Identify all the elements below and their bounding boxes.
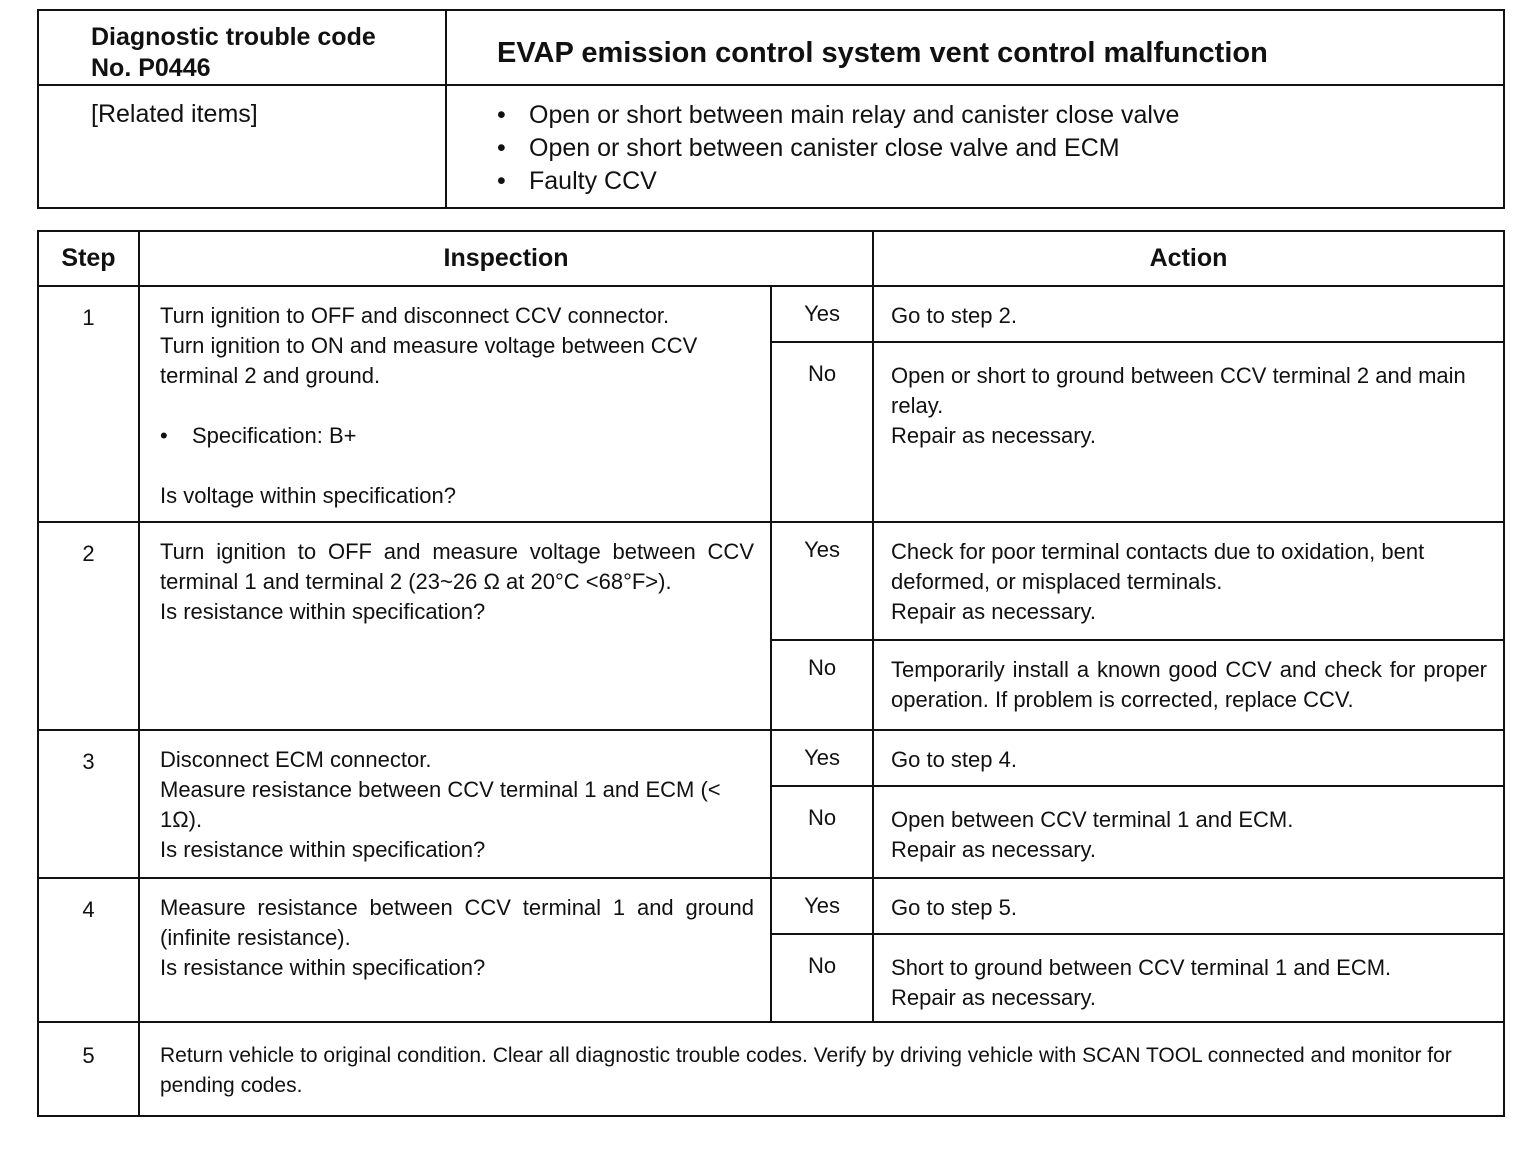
no-action — [873, 934, 1504, 1022]
no-action — [873, 640, 1504, 730]
inspection-text — [139, 522, 771, 730]
dtc-code-label-line1: Diagnostic trouble code — [91, 23, 376, 51]
inspection-line: Disconnect ECM connector. — [160, 747, 432, 772]
table-row — [38, 878, 1504, 934]
step-number: 3 — [38, 730, 139, 878]
table-header-row — [38, 231, 1504, 286]
yes-action — [873, 286, 1504, 342]
no-action — [873, 786, 1504, 878]
yes-label: Yes — [771, 878, 873, 934]
no-label: No — [771, 934, 873, 1022]
action-line: Repair as necessary. — [891, 599, 1097, 624]
spec-bullet — [160, 421, 754, 451]
inspection-line: Measure resistance between CCV terminal 1 and ECM (< 1Ω). — [160, 777, 721, 832]
inspection-line: Turn ignition to OFF and measure voltage between CCV terminal 1 and terminal 2 (23~26 Ω at 20°C <68°F>). — [160, 539, 754, 594]
action-line: Open or short to ground between CCV terminal 2 and main relay. — [891, 363, 1466, 418]
dtc-header-table — [37, 9, 1505, 209]
inspection-line: Turn ignition to ON and measure voltage between CCV terminal 2 and ground. — [160, 333, 698, 388]
yes-label: Yes — [771, 522, 873, 640]
yes-label: Yes — [771, 286, 873, 342]
inspection-line: Measure resistance between CCV terminal 1 and ground (infinite resistance). — [160, 895, 754, 950]
inspection-line: Turn ignition to OFF and disconnect CCV connector. — [160, 303, 670, 328]
table-row — [38, 522, 1504, 640]
related-item: • Open or short between canister close valve and ECM — [497, 132, 1483, 165]
table-row — [38, 286, 1504, 342]
action-line: Open between CCV terminal 1 and ECM. — [891, 807, 1294, 832]
yes-action — [873, 878, 1504, 934]
inspection-question: Is resistance within specification? — [160, 837, 486, 862]
yes-action — [873, 730, 1504, 786]
col-inspection-header: Inspection — [139, 231, 873, 286]
action-line: Repair as necessary. — [891, 423, 1097, 448]
no-action — [873, 342, 1504, 522]
final-step-text: Return vehicle to original condition. Clear all diagnostic trouble codes. Verify by driving vehicle with SCAN TOOL connected and monitor for pending codes. — [139, 1022, 1504, 1116]
related-item: • Open or short between main relay and canister close valve — [497, 99, 1483, 132]
dtc-code-label — [38, 10, 446, 85]
related-items-list — [446, 85, 1504, 208]
action-line: Check for poor terminal contacts due to oxidation, bent deformed, or misplaced terminals. — [891, 539, 1425, 594]
action-line: Repair as necessary. — [891, 985, 1097, 1010]
col-step-header: Step — [38, 231, 139, 286]
related-items-label: [Related items] — [38, 85, 446, 208]
no-label: No — [771, 640, 873, 730]
inspection-text — [139, 730, 771, 878]
action-line: Short to ground between CCV terminal 1 and ECM. — [891, 955, 1392, 980]
related-item: • Faulty CCV — [497, 165, 1483, 198]
table-row — [38, 730, 1504, 786]
inspection-question: Is resistance within specification? — [160, 955, 486, 980]
inspection-question: Is voltage within specification? — [160, 483, 456, 508]
step-number: 5 — [38, 1022, 139, 1116]
action-line: Go to step 2. — [891, 303, 1017, 328]
spec-text: Specification: B+ — [192, 423, 357, 448]
inspection-text — [139, 878, 771, 1022]
action-line: Temporarily install a known good CCV and check for proper operation. If problem is corrected, replace CCV. — [891, 657, 1488, 712]
action-line: Repair as necessary. — [891, 837, 1097, 862]
step-number: 4 — [38, 878, 139, 1022]
dtc-title: EVAP emission control system vent control malfunction — [446, 10, 1504, 85]
no-label: No — [771, 786, 873, 878]
action-line: Go to step 5. — [891, 895, 1017, 920]
step-number: 2 — [38, 522, 139, 730]
inspection-text — [139, 286, 771, 522]
procedure-table — [37, 230, 1505, 1117]
table-row — [38, 1022, 1504, 1116]
no-label: No — [771, 342, 873, 522]
bullet-dot: • — [160, 423, 168, 448]
inspection-question: Is resistance within specification? — [160, 599, 486, 624]
action-line: Go to step 4. — [891, 747, 1017, 772]
yes-label: Yes — [771, 730, 873, 786]
dtc-code-number: No. P0446 — [91, 54, 211, 82]
yes-action — [873, 522, 1504, 640]
col-action-header: Action — [873, 231, 1504, 286]
step-number: 1 — [38, 286, 139, 522]
